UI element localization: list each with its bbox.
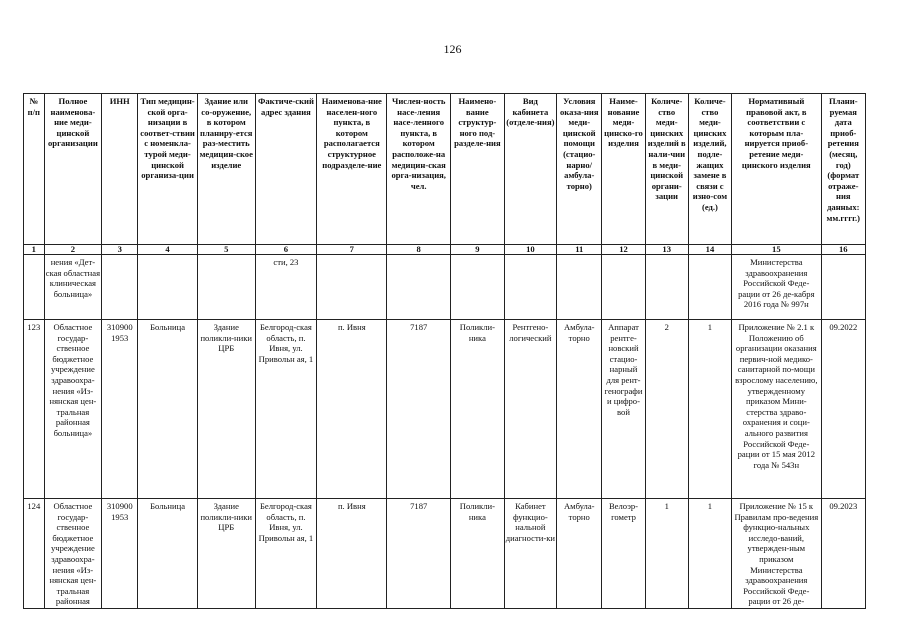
column-header: Тип медицин-ской орга-низации в соответ-ствии с номенкла-турой меди-цинской организа-ции — [138, 94, 198, 245]
table-cell: Областное государ-ственное бюджетное учреждение здравоохра-нения «Из-нянская цен-тральная районная — [44, 499, 102, 609]
table-cell: нения «Дет-ская областная клиническая больница» — [44, 255, 102, 320]
table-row — [24, 320, 866, 499]
table-cell: Больница — [138, 320, 198, 499]
table-cell: 310900 1953 — [102, 499, 138, 609]
table-cell: Белгород-ская область, п. Ивня, ул. Привольн ая, 1 — [255, 499, 317, 609]
equipment-table — [23, 93, 866, 609]
table-cell — [317, 255, 387, 320]
column-header: Здание или со-оружение, в котором планиру-ется раз-местить медицин-ское изделие — [197, 94, 255, 245]
column-header: Вид кабинета (отделе-ния) — [504, 94, 556, 245]
column-number: 8 — [387, 245, 451, 255]
column-number: 2 — [44, 245, 102, 255]
column-header: Числен-ность насе-ления насе-ленного пункта, в котором расположе-на медицин-ская орга-низация, чел. — [387, 94, 451, 245]
table-cell: Кабинет функцио-нальной диагности-ки — [504, 499, 556, 609]
table-cell — [451, 255, 505, 320]
table-cell: 1 — [688, 320, 731, 499]
table-cell: 09.2023 — [821, 499, 865, 609]
table-cell: Амбула-торно — [557, 499, 602, 609]
table-cell — [557, 255, 602, 320]
column-header: № п/п — [24, 94, 45, 245]
column-number: 13 — [645, 245, 688, 255]
table-cell — [602, 255, 645, 320]
column-header: ИНН — [102, 94, 138, 245]
table-cell — [387, 255, 451, 320]
table-cell: Велоэр-гометр — [602, 499, 645, 609]
column-number: 16 — [821, 245, 865, 255]
table-cell: 2 — [645, 320, 688, 499]
table-cell: Поликли-ника — [451, 499, 505, 609]
column-number: 1 — [24, 245, 45, 255]
table-cell: сти, 23 — [255, 255, 317, 320]
column-number: 5 — [197, 245, 255, 255]
column-header: Фактиче-ский адрес здания — [255, 94, 317, 245]
column-number: 7 — [317, 245, 387, 255]
column-header: Количе-ство меди-цинских изделий, подле-жащих замене в связи с изно-сом (ед.) — [688, 94, 731, 245]
column-number: 6 — [255, 245, 317, 255]
table-cell: 310900 1953 — [102, 320, 138, 499]
table-cell — [504, 255, 556, 320]
table-cell: 1 — [645, 499, 688, 609]
table-row — [24, 499, 866, 609]
column-header: Наименова-ние населен-ного пункта, в котором располагается структурное подразделе-ние — [317, 94, 387, 245]
table-cell: Рентгено-логический — [504, 320, 556, 499]
column-number: 4 — [138, 245, 198, 255]
column-header: Наиме-нование меди-цинско-го изделия — [602, 94, 645, 245]
table-cell — [102, 255, 138, 320]
table-cell: п. Ивня — [317, 499, 387, 609]
table-cell: Белгород-ская область, п. Ивня, ул. Привольн ая, 1 — [255, 320, 317, 499]
table-cell: Приложение № 2.1 к Положению об организации оказания первич-ной медико-санитарной по-мощи взрослому населению, утвержденному приказом Мини-стерства здраво-охранения и соци-ального развития Российской Феде-рации от 15 мая 2012 года № 543н — [732, 320, 822, 499]
table-cell: Амбула-торно — [557, 320, 602, 499]
column-number: 14 — [688, 245, 731, 255]
table-cell — [138, 255, 198, 320]
table-row — [24, 255, 866, 320]
table-cell: Приложение № 15 к Правилам про-ведения функцио-нальных исследо-ваний, утвержден-ным приказом Министерства здравоохранения Российской Феде-рации от 26 де- — [732, 499, 822, 609]
table-cell: Больница — [138, 499, 198, 609]
column-number: 10 — [504, 245, 556, 255]
column-header: Условия оказа-ния меди-цинской помощи (стацио-нарно/ амбула-торно) — [557, 94, 602, 245]
table-cell: Поликли-ника — [451, 320, 505, 499]
column-header: Плани-руемая дата приоб-ретения (месяц, год) (формат отраже-ния данных: мм.гггг.) — [821, 94, 865, 245]
column-number: 15 — [732, 245, 822, 255]
column-header: Нормативный правовой акт, в соответствии с которым пла-нируется приоб-ретение меди-цинского изделия — [732, 94, 822, 245]
table-cell: Здание поликли-ники ЦРБ — [197, 320, 255, 499]
table-cell: Областное государ-ственное бюджетное учреждение здравоохра-нения «Из-нянская цен-тральная районная больница» — [44, 320, 102, 499]
column-header: Наимено-вание структур-ного под-разделе-ния — [451, 94, 505, 245]
table-cell — [821, 255, 865, 320]
column-header: Полное наименова-ние меди-цинской организации — [44, 94, 102, 245]
column-header: Количе-ство меди-цинских изделий в нали-чии в меди-цинской органи-зации — [645, 94, 688, 245]
table-cell: п. Ивня — [317, 320, 387, 499]
column-number-row — [24, 245, 866, 255]
column-number: 11 — [557, 245, 602, 255]
column-number: 9 — [451, 245, 505, 255]
page-number: 126 — [443, 42, 462, 56]
column-number: 12 — [602, 245, 645, 255]
table-cell: 124 — [24, 499, 45, 609]
table-cell — [24, 255, 45, 320]
table-cell: Министерства здравоохранения Российской Феде-рации от 26 де-кабря 2016 года № 997н — [732, 255, 822, 320]
table-cell — [197, 255, 255, 320]
table-cell: 123 — [24, 320, 45, 499]
table-cell — [645, 255, 688, 320]
table-cell: 7187 — [387, 499, 451, 609]
column-number: 3 — [102, 245, 138, 255]
table-cell: Аппарат рентге-новский стацио-нарный для рент-генографии цифро-вой — [602, 320, 645, 499]
table-cell: 1 — [688, 499, 731, 609]
table-cell: Здание поликли-ники ЦРБ — [197, 499, 255, 609]
table-cell: 7187 — [387, 320, 451, 499]
table-cell: 09.2022 — [821, 320, 865, 499]
header-row — [24, 94, 866, 245]
table-cell — [688, 255, 731, 320]
